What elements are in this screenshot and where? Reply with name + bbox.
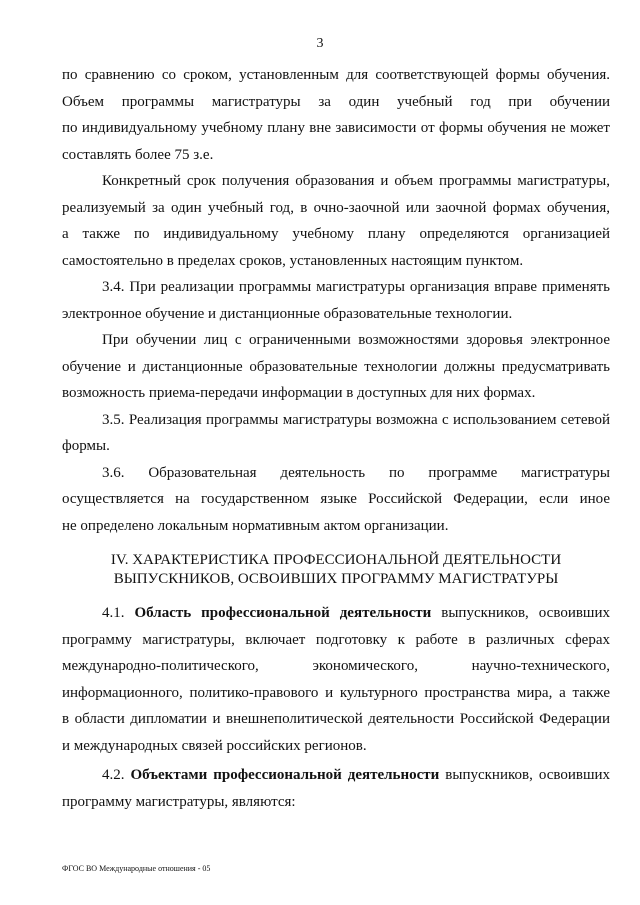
section-heading	[62, 551, 610, 589]
paragraph-line: обучение и дистанционные образовательные технологии должны предусматривать	[62, 358, 610, 375]
paragraph-line: программу магистратуры, являются:	[62, 793, 296, 810]
paragraph-line: составлять более 75 з.е.	[62, 146, 214, 163]
section-heading-line: ВЫПУСКНИКОВ, ОСВОИВШИХ ПРОГРАММУ МАГИСТРАТУРЫ	[113, 571, 559, 587]
paragraph-line: формы.	[62, 438, 110, 454]
paragraph-line: не определено локальным нормативным актом организации.	[62, 517, 449, 534]
paragraph-line: Объем программы магистратуры за один учебный год при обучении	[62, 93, 610, 110]
line-rest: выпускников, освоивших	[445, 767, 611, 783]
clause-number: 4.1.	[102, 605, 125, 621]
paragraph-line: самостоятельно в пределах сроков, установленных настоящим пунктом.	[62, 252, 524, 269]
paragraph-line: При обучении лиц с ограниченными возможностями здоровья электронное	[102, 332, 610, 348]
paragraph-line: электронное обучение и дистанционные образовательные технологии.	[62, 305, 513, 322]
paragraph-line: осуществляется на государственном языке Российской Федерации, если иное	[62, 491, 610, 507]
paragraph-line: а также по индивидуальному учебному плану определяются организацией	[62, 226, 610, 242]
paragraph-line: 3.6. Образовательная деятельность по программе магистратуры	[102, 464, 610, 481]
body-text-block-1	[62, 62, 610, 539]
paragraph-line: Конкретный срок получения образования и объем программы магистратуры,	[102, 173, 610, 189]
paragraph-line: реализуемый за один учебный год, в очно-заочной или заочной формах обучения,	[62, 199, 610, 216]
paragraph-line: 3.5. Реализация программы магистратуры возможна с использованием сетевой	[102, 411, 610, 428]
paragraph-line: международно-политического, экономического, научно-технического,	[62, 658, 610, 674]
clause-number: 4.2.	[102, 767, 125, 783]
paragraph-line: в области дипломатии и внешнеполитической деятельности Российской Федерации	[62, 711, 610, 727]
bold-term: Область профессиональной деятельности	[134, 605, 432, 621]
paragraph-line: по индивидуальному учебному плану вне зависимости от формы обучения не может	[62, 120, 610, 136]
page-number: 3	[316, 36, 324, 51]
paragraph-line: 3.4. При реализации программы магистратуры организация вправе применять	[102, 279, 610, 295]
paragraph-line: и международных связей российских регионов.	[62, 737, 367, 754]
paragraph-line: информационного, политико-правового и культурного пространства мира, а также	[62, 684, 610, 701]
line-rest: выпускников, освоивших	[441, 605, 611, 621]
paragraph-line: программу магистратуры, включает подготовку к работе в различных сферах	[62, 631, 610, 648]
bold-term: Объектами профессиональной деятельности	[130, 767, 440, 783]
body-text-block-2	[62, 600, 610, 815]
paragraph-line: по сравнению со сроком, установленным для соответствующей формы обучения.	[62, 67, 610, 83]
section-heading-line: IV. ХАРАКТЕРИСТИКА ПРОФЕССИОНАЛЬНОЙ ДЕЯТЕЛЬНОСТИ	[110, 552, 562, 568]
paragraph-line: возможность приема-передачи информации в доступных для них формах.	[62, 385, 536, 401]
paragraph-line	[62, 762, 610, 789]
paragraph-line	[62, 600, 610, 627]
footer-document-code: ФГОС ВО Международные отношения - 05	[62, 864, 211, 873]
